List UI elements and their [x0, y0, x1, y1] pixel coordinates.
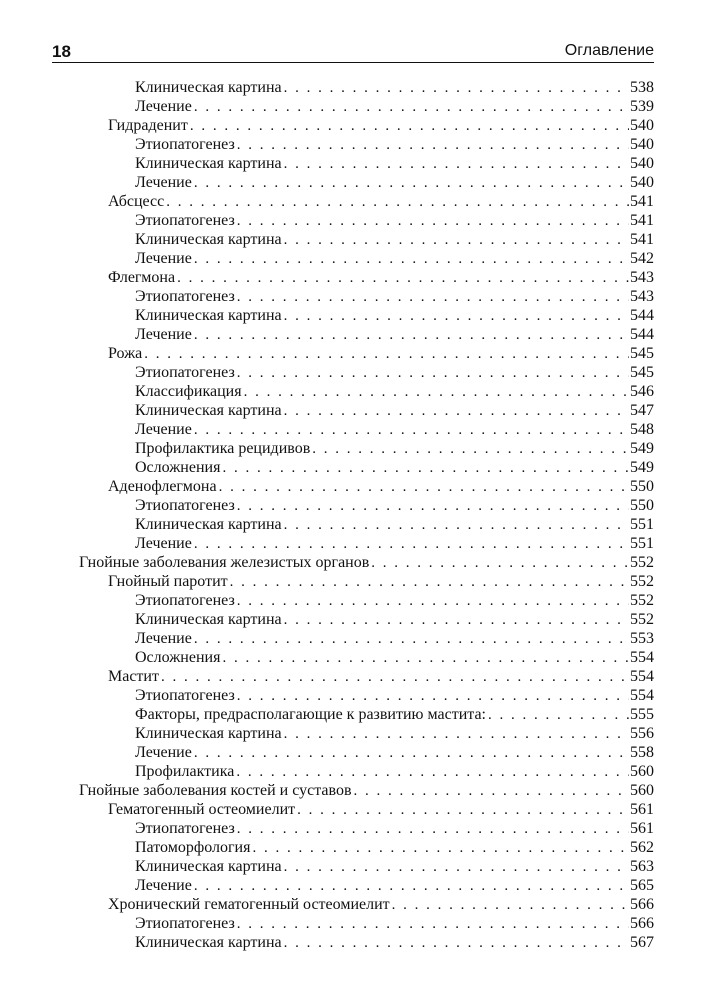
- toc-entry-title: Этиопатогенез: [135, 687, 235, 704]
- dot-leader: [219, 478, 629, 497]
- toc-entry-title: Рожа: [108, 345, 143, 362]
- toc-entry-page: 548: [630, 421, 654, 438]
- toc-entry-page: 550: [630, 478, 654, 495]
- header-rule: [52, 62, 654, 63]
- toc-entry[interactable]: [135, 762, 654, 781]
- toc-entry[interactable]: [135, 838, 654, 857]
- toc-entry-title: Классификация: [135, 383, 242, 400]
- toc-entry-title: Лечение: [135, 535, 192, 552]
- toc-entry-title: Лечение: [135, 98, 192, 115]
- toc-entry-page: 552: [630, 573, 654, 590]
- dot-leader: [284, 155, 629, 174]
- toc-entry[interactable]: [135, 306, 654, 325]
- toc-entry-page: 540: [630, 155, 654, 172]
- toc-entry-title: Флегмона: [108, 269, 176, 286]
- toc-entry-page: 541: [630, 193, 654, 210]
- dot-leader: [237, 592, 629, 611]
- toc-entry[interactable]: [135, 496, 654, 515]
- dot-leader: [194, 744, 629, 763]
- dot-leader: [161, 668, 629, 687]
- page-number: 18: [52, 42, 71, 61]
- toc-entry[interactable]: [108, 116, 654, 135]
- dot-leader: [194, 421, 629, 440]
- section-title: Оглавление: [564, 42, 654, 59]
- toc-entry-title: Абсцесс: [108, 193, 165, 210]
- toc-entry[interactable]: [135, 420, 654, 439]
- dot-leader: [222, 459, 629, 478]
- toc-entry-page: 540: [630, 174, 654, 191]
- toc-entry-title: Хронический гематогенный остеомиелит: [108, 896, 390, 913]
- toc-entry-title: Клиническая картина: [135, 79, 282, 96]
- toc-entry[interactable]: [135, 724, 654, 743]
- toc-entry[interactable]: [79, 781, 654, 800]
- toc-entry-page: 549: [630, 459, 654, 476]
- dot-leader: [284, 611, 629, 630]
- toc-entry-title: Гнойный паротит: [108, 573, 228, 590]
- toc-entry-page: 554: [630, 687, 654, 704]
- toc-entry-title: Клиническая картина: [135, 155, 282, 172]
- dot-leader: [244, 383, 629, 402]
- toc-entry-title: Лечение: [135, 630, 192, 647]
- toc-entry[interactable]: [135, 154, 654, 173]
- dot-leader: [284, 934, 629, 953]
- toc-entry-page: 539: [630, 98, 654, 115]
- toc-entry-title: Мастит: [108, 668, 159, 685]
- toc-entry-page: 551: [630, 535, 654, 552]
- toc-entry[interactable]: [135, 705, 654, 724]
- toc-entry-page: 561: [630, 801, 654, 818]
- toc-entry-title: Профилактика: [135, 763, 235, 780]
- toc-entry[interactable]: [135, 173, 654, 192]
- toc-entry-page: 544: [630, 326, 654, 343]
- toc-entry[interactable]: [108, 344, 654, 363]
- toc-entry-title: Клиническая картина: [135, 307, 282, 324]
- toc-entry-page: 558: [630, 744, 654, 761]
- toc-entry-title: Этиопатогенез: [135, 497, 235, 514]
- page-header: [52, 40, 654, 64]
- toc-entry[interactable]: [135, 515, 654, 534]
- toc-entry-page: 556: [630, 725, 654, 742]
- toc-entry-page: 541: [630, 212, 654, 229]
- toc-entry-page: 566: [630, 915, 654, 932]
- toc-entry-title: Клиническая картина: [135, 725, 282, 742]
- toc-entry[interactable]: [108, 800, 654, 819]
- toc-entry-title: Лечение: [135, 744, 192, 761]
- toc-entry-title: Клиническая картина: [135, 858, 282, 875]
- toc-entry-page: 562: [630, 839, 654, 856]
- dot-leader: [284, 307, 629, 326]
- toc-entry-title: Гнойные заболевания костей и суставов: [79, 782, 352, 799]
- toc-entry-page: 543: [630, 288, 654, 305]
- toc-entry-title: Клиническая картина: [135, 231, 282, 248]
- toc-entry[interactable]: [108, 572, 654, 591]
- toc-entry[interactable]: [79, 553, 654, 572]
- toc-entry[interactable]: [135, 325, 654, 344]
- toc-entry-page: 563: [630, 858, 654, 875]
- dot-leader: [194, 174, 629, 193]
- toc-entry-title: Клиническая картина: [135, 402, 282, 419]
- toc-entry-title: Этиопатогенез: [135, 592, 235, 609]
- dot-leader: [194, 630, 629, 649]
- toc-entry-title: Клиническая картина: [135, 516, 282, 533]
- dot-leader: [236, 763, 629, 782]
- toc-entry-page: 560: [630, 782, 654, 799]
- toc-entry[interactable]: [135, 97, 654, 116]
- dot-leader: [284, 231, 629, 250]
- toc-entry-page: 540: [630, 136, 654, 153]
- toc-entry[interactable]: [135, 591, 654, 610]
- toc-entry[interactable]: [108, 192, 654, 211]
- toc-entry[interactable]: [135, 819, 654, 838]
- toc-entry[interactable]: [135, 686, 654, 705]
- toc-entry[interactable]: [135, 135, 654, 154]
- toc-entry-title: Гнойные заболевания железистых органов: [79, 554, 370, 571]
- toc-entry-title: Гематогенный остеомиелит: [108, 801, 296, 818]
- toc-entry[interactable]: [135, 287, 654, 306]
- toc-entry-page: 552: [630, 592, 654, 609]
- toc-entry-title: Этиопатогенез: [135, 288, 235, 305]
- toc-entry-page: 538: [630, 79, 654, 96]
- toc-entry-title: Этиопатогенез: [135, 364, 235, 381]
- dot-leader: [194, 535, 629, 554]
- dot-leader: [237, 288, 629, 307]
- dot-leader: [177, 269, 629, 288]
- dot-leader: [252, 839, 629, 858]
- toc-entry[interactable]: [108, 477, 654, 496]
- toc-entry[interactable]: [135, 914, 654, 933]
- dot-leader: [166, 193, 629, 212]
- toc-entry-page: 546: [630, 383, 654, 400]
- dot-leader: [237, 687, 629, 706]
- toc-entry-title: Аденофлегмона: [108, 478, 217, 495]
- toc-entry-page: 561: [630, 820, 654, 837]
- dot-leader: [144, 345, 629, 364]
- toc-entry[interactable]: [108, 895, 654, 914]
- toc-entry-title: Лечение: [135, 174, 192, 191]
- toc-entry-title: Лечение: [135, 877, 192, 894]
- toc-entry-title: Этиопатогенез: [135, 212, 235, 229]
- dot-leader: [237, 497, 629, 516]
- toc-entry-title: Осложнения: [135, 649, 221, 666]
- dot-leader: [194, 250, 629, 269]
- toc-entry-page: 552: [630, 611, 654, 628]
- toc-entry-page: 553: [630, 630, 654, 647]
- toc-entry-page: 554: [630, 649, 654, 666]
- dot-leader: [488, 706, 629, 725]
- toc-entry-page: 545: [630, 345, 654, 362]
- toc-entry-page: 542: [630, 250, 654, 267]
- dot-leader: [354, 782, 629, 801]
- toc-entry[interactable]: [135, 230, 654, 249]
- toc-entry-page: 547: [630, 402, 654, 419]
- toc-entry-title: Патоморфология: [135, 839, 251, 856]
- toc-entry[interactable]: [135, 534, 654, 553]
- dot-leader: [190, 117, 629, 136]
- toc-entry-title: Этиопатогенез: [135, 136, 235, 153]
- toc-entry[interactable]: [135, 363, 654, 382]
- toc-entry[interactable]: [135, 382, 654, 401]
- toc-entry-title: Лечение: [135, 326, 192, 343]
- dot-leader: [237, 915, 629, 934]
- dot-leader: [392, 896, 629, 915]
- toc-entry-page: 565: [630, 877, 654, 894]
- toc-entry-page: 552: [630, 554, 654, 571]
- toc-entry-page: 554: [630, 668, 654, 685]
- toc-entry[interactable]: [108, 667, 654, 686]
- toc-entry[interactable]: [135, 439, 654, 458]
- toc-entry[interactable]: [135, 610, 654, 629]
- toc-entry[interactable]: [135, 211, 654, 230]
- toc-entry-page: 544: [630, 307, 654, 324]
- toc-entry-page: 560: [630, 763, 654, 780]
- dot-leader: [194, 326, 629, 345]
- toc-entry-page: 551: [630, 516, 654, 533]
- dot-leader: [371, 554, 629, 573]
- toc-entry[interactable]: [135, 78, 654, 97]
- toc-entry-page: 566: [630, 896, 654, 913]
- dot-leader: [284, 725, 629, 744]
- toc-entry-title: Клиническая картина: [135, 611, 282, 628]
- dot-leader: [222, 649, 629, 668]
- toc-entry-page: 567: [630, 934, 654, 951]
- dot-leader: [194, 98, 629, 117]
- toc-entry-title: Лечение: [135, 421, 192, 438]
- toc-entry-title: Гидраденит: [108, 117, 188, 134]
- toc-entry[interactable]: [135, 458, 654, 477]
- toc-entry-page: 555: [630, 706, 654, 723]
- toc-entry-page: 540: [630, 117, 654, 134]
- toc-entry-title: Осложнения: [135, 459, 221, 476]
- toc-entry[interactable]: [135, 876, 654, 895]
- table-of-contents: [79, 78, 654, 952]
- dot-leader: [237, 820, 629, 839]
- dot-leader: [297, 801, 629, 820]
- toc-entry-page: 541: [630, 231, 654, 248]
- toc-entry-title: Этиопатогенез: [135, 820, 235, 837]
- dot-leader: [284, 858, 629, 877]
- toc-entry[interactable]: [135, 933, 654, 952]
- toc-entry[interactable]: [135, 648, 654, 667]
- toc-entry-page: 545: [630, 364, 654, 381]
- toc-entry-title: Этиопатогенез: [135, 915, 235, 932]
- toc-entry-title: Факторы, предрасполагающие к развитию мастита:: [135, 706, 486, 723]
- dot-leader: [237, 364, 629, 383]
- toc-entry-title: Клиническая картина: [135, 934, 282, 951]
- dot-leader: [284, 516, 629, 535]
- toc-entry-page: 543: [630, 269, 654, 286]
- dot-leader: [284, 79, 629, 98]
- toc-entry[interactable]: [135, 401, 654, 420]
- toc-entry[interactable]: [135, 249, 654, 268]
- toc-entry-page: 549: [630, 440, 654, 457]
- dot-leader: [237, 212, 629, 231]
- dot-leader: [237, 136, 629, 155]
- toc-entry[interactable]: [135, 629, 654, 648]
- toc-entry-page: 550: [630, 497, 654, 514]
- toc-entry-title: Лечение: [135, 250, 192, 267]
- toc-entry[interactable]: [135, 743, 654, 762]
- toc-entry[interactable]: [108, 268, 654, 287]
- toc-entry-title: Профилактика рецидивов: [135, 440, 311, 457]
- dot-leader: [230, 573, 629, 592]
- dot-leader: [312, 440, 629, 459]
- toc-entry[interactable]: [135, 857, 654, 876]
- dot-leader: [284, 402, 629, 421]
- dot-leader: [194, 877, 629, 896]
